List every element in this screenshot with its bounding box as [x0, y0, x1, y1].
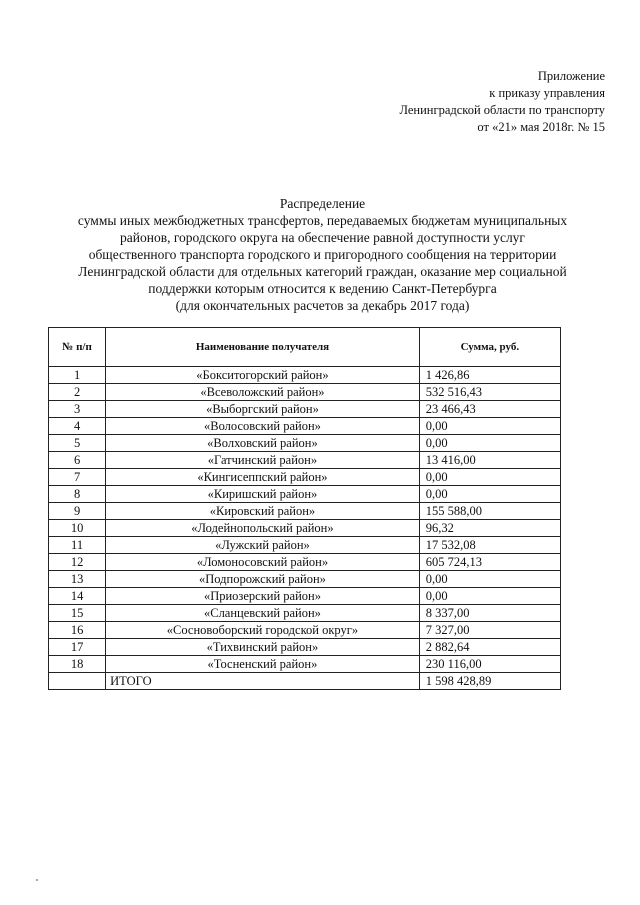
- row-sum: 0,00: [419, 418, 560, 435]
- title-line: районов, городского округа на обеспечение равной доступности услуг: [120, 230, 525, 245]
- table-row: [49, 503, 561, 520]
- header-name: Наименование получателя: [106, 328, 420, 367]
- title-line: поддержки которым относится к ведению Санкт-Петербурга: [148, 281, 497, 296]
- row-num: 7: [49, 469, 106, 486]
- row-num: 11: [49, 537, 106, 554]
- title-line: (для окончательных расчетов за декабрь 2017 года): [175, 298, 470, 313]
- table-row: [49, 486, 561, 503]
- row-sum: 17 532,08: [419, 537, 560, 554]
- row-num: 2: [49, 384, 106, 401]
- table-row: [49, 435, 561, 452]
- row-num: 6: [49, 452, 106, 469]
- row-name: «Сланцевский район»: [106, 605, 420, 622]
- title-line: суммы иных межбюджетных трансфертов, передаваемых бюджетам муниципальных: [77, 213, 568, 228]
- title-line: Ленинградской области для отдельных категорий граждан, оказание мер социальной: [78, 264, 567, 279]
- table-row: [49, 537, 561, 554]
- row-num: 1: [49, 367, 106, 384]
- row-sum: 1 426,86: [419, 367, 560, 384]
- row-sum: 8 337,00: [419, 605, 560, 622]
- title-line: общественного транспорта городского и пригородного сообщения на территории: [88, 247, 557, 262]
- table-row: [49, 622, 561, 639]
- row-num: 14: [49, 588, 106, 605]
- table-row: [49, 554, 561, 571]
- table-row: [49, 588, 561, 605]
- table-row: [49, 367, 561, 384]
- row-sum: 0,00: [419, 486, 560, 503]
- total-sum: 1 598 428,89: [419, 673, 560, 690]
- row-num: 15: [49, 605, 106, 622]
- scan-mark: [36, 879, 38, 881]
- row-num: 18: [49, 656, 106, 673]
- table-row: [49, 639, 561, 656]
- row-name: «Приозерский район»: [106, 588, 420, 605]
- table-row: [49, 571, 561, 588]
- row-name: «Всеволожский район»: [106, 384, 420, 401]
- row-num: 17: [49, 639, 106, 656]
- row-name: «Лужский район»: [106, 537, 420, 554]
- row-sum: 0,00: [419, 571, 560, 588]
- table-row: [49, 418, 561, 435]
- appendix-line: Приложение: [537, 69, 605, 83]
- row-sum: 155 588,00: [419, 503, 560, 520]
- appendix-line: Ленинградской области по транспорту: [399, 103, 605, 117]
- row-name: «Волховский район»: [106, 435, 420, 452]
- table-row: [49, 384, 561, 401]
- row-sum: 2 882,64: [419, 639, 560, 656]
- header-sum: Сумма, руб.: [419, 328, 560, 367]
- row-name: «Кингисеппский район»: [106, 469, 420, 486]
- row-sum: 96,32: [419, 520, 560, 537]
- total-row: [49, 673, 561, 690]
- table-row: [49, 401, 561, 418]
- row-sum: 7 327,00: [419, 622, 560, 639]
- row-sum: 0,00: [419, 435, 560, 452]
- total-label: ИТОГО: [106, 673, 420, 690]
- row-sum: 0,00: [419, 469, 560, 486]
- table-row: [49, 520, 561, 537]
- row-sum: 605 724,13: [419, 554, 560, 571]
- document-title: [40, 195, 605, 314]
- row-num: 5: [49, 435, 106, 452]
- table-body: [49, 367, 561, 673]
- table-row: [49, 605, 561, 622]
- row-num: 10: [49, 520, 106, 537]
- row-name: «Киришский район»: [106, 486, 420, 503]
- total-num-cell: [49, 673, 106, 690]
- title-heading: Распределение: [279, 196, 366, 211]
- distribution-table: [48, 327, 561, 690]
- row-num: 3: [49, 401, 106, 418]
- row-name: «Кировский район»: [106, 503, 420, 520]
- row-sum: 23 466,43: [419, 401, 560, 418]
- row-name: «Ломоносовский район»: [106, 554, 420, 571]
- row-name: «Подпорожский район»: [106, 571, 420, 588]
- row-sum: 13 416,00: [419, 452, 560, 469]
- header-num: № п/п: [49, 328, 106, 367]
- table-row: [49, 469, 561, 486]
- table-header-row: [49, 328, 561, 367]
- row-name: «Гатчинский район»: [106, 452, 420, 469]
- row-name: «Бокситогорский район»: [106, 367, 420, 384]
- row-name: «Лодейнопольский район»: [106, 520, 420, 537]
- row-name: «Выборгский район»: [106, 401, 420, 418]
- row-name: «Сосновоборский городской округ»: [106, 622, 420, 639]
- row-num: 13: [49, 571, 106, 588]
- row-sum: 0,00: [419, 588, 560, 605]
- table-row: [49, 452, 561, 469]
- row-sum: 230 116,00: [419, 656, 560, 673]
- row-name: «Волосовский район»: [106, 418, 420, 435]
- row-num: 9: [49, 503, 106, 520]
- row-num: 16: [49, 622, 106, 639]
- row-num: 4: [49, 418, 106, 435]
- table-row: [49, 656, 561, 673]
- row-num: 12: [49, 554, 106, 571]
- appendix-line: к приказу управления: [489, 86, 605, 100]
- row-num: 8: [49, 486, 106, 503]
- row-sum: 532 516,43: [419, 384, 560, 401]
- row-name: «Тихвинский район»: [106, 639, 420, 656]
- appendix-header: [399, 68, 605, 136]
- appendix-line: от «21» мая 2018г. № 15: [477, 120, 605, 134]
- row-name: «Тосненский район»: [106, 656, 420, 673]
